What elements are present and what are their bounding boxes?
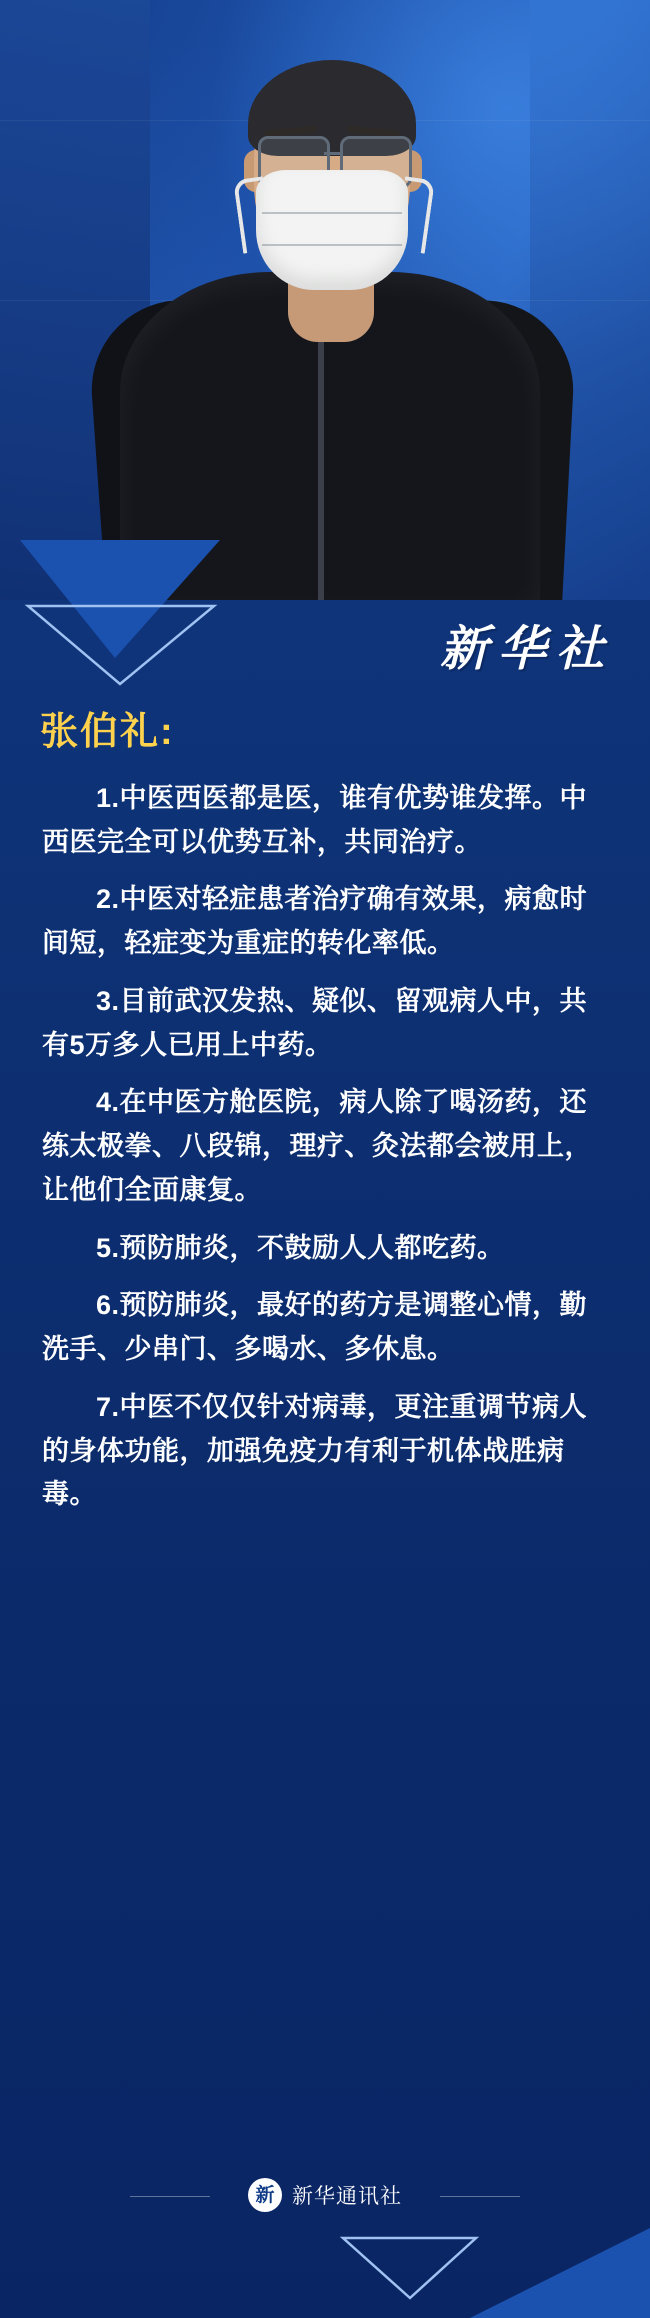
corner-wedge-bottom-right — [470, 2228, 650, 2318]
person-portrait — [0, 0, 650, 600]
list-item: 3.目前武汉发热、疑似、留观病人中，共有5万多人已用上中药。 — [42, 985, 588, 1060]
list-item: 6.预防肺炎，最好的药方是调整心情，勤洗手、少串门、多喝水、多休息。 — [42, 1290, 588, 1365]
mask-fold — [262, 244, 402, 246]
masthead-logo: 新华社 — [439, 623, 614, 676]
logo-glyph: 新 — [255, 2184, 275, 2206]
content-block — [0, 700, 650, 1531]
footer-text: 新华通讯社 — [292, 2185, 402, 2208]
arrow-outline-decoration-bottom — [340, 2234, 480, 2304]
face-mask — [256, 170, 408, 290]
hero-photo — [0, 0, 650, 600]
glasses-bridge — [324, 152, 342, 155]
footer — [0, 2178, 650, 2212]
speaker-name: 张伯礼: — [40, 711, 175, 753]
xinhua-logo-icon — [248, 2178, 282, 2212]
points-list — [0, 777, 650, 1517]
footer-inner — [248, 2178, 402, 2212]
arrow-outline-decoration — [24, 600, 224, 690]
list-item: 4.在中医方舱医院，病人除了喝汤药，还练太极拳、八段锦，理疗、灸法都会被用上，让他们全面康复。 — [42, 1087, 592, 1205]
mask-fold — [262, 212, 402, 214]
coat-zipper — [318, 320, 324, 600]
list-item: 5.预防肺炎，不鼓励人人都吃药。 — [96, 1232, 505, 1263]
list-item: 1.中医西医都是医，谁有优势谁发挥。中西医完全可以优势互补，共同治疗。 — [42, 783, 588, 857]
list-item: 2.中医对轻症患者治疗确有效果，病愈时间短，轻症变为重症的转化率低。 — [42, 884, 588, 959]
list-item: 7.中医不仅仅针对病毒，更注重调节病人的身体功能，加强免疫力有利于机体战胜病毒。 — [42, 1391, 588, 1510]
